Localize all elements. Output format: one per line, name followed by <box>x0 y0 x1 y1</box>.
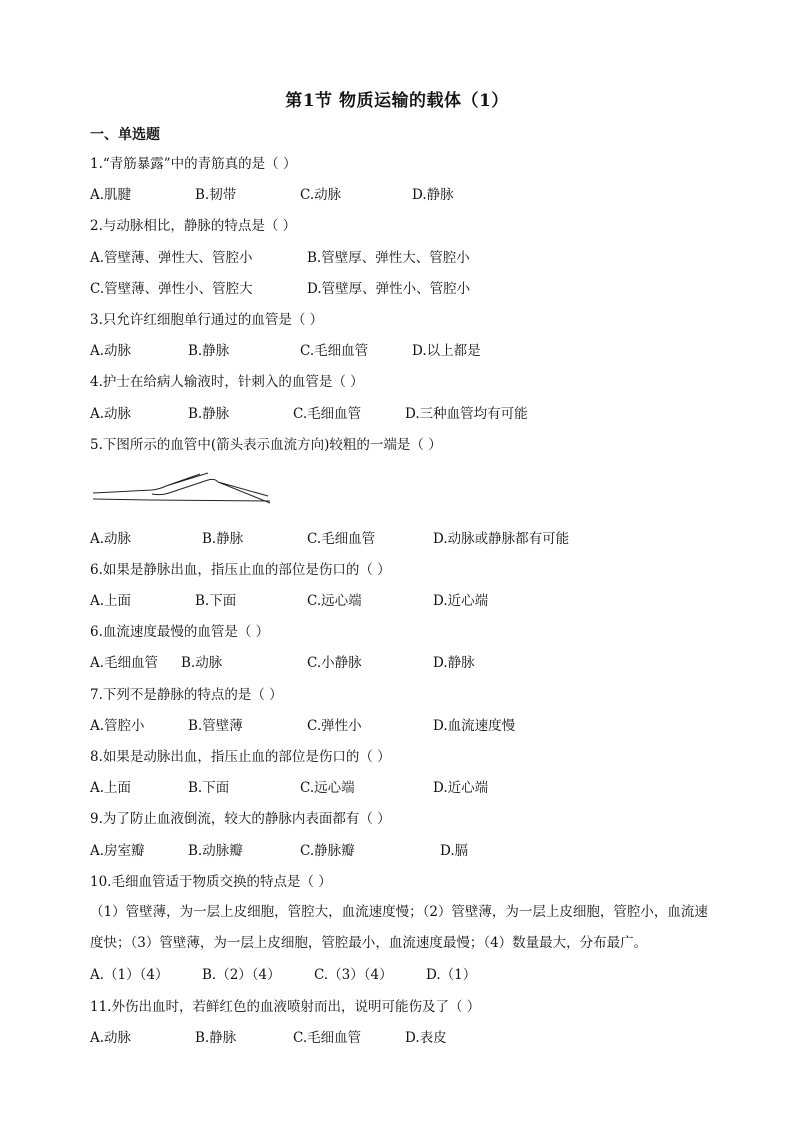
option-1a: A.肌腱 <box>90 187 132 203</box>
option-8b: B.下面 <box>188 780 230 796</box>
option-8c: C.远心端 <box>300 780 355 796</box>
question-stem-9: 9.为了防止血液倒流，较大的静脉内表面都有（ ） <box>90 811 391 827</box>
option-5a: A.动脉 <box>90 531 132 547</box>
question-stem-3: 3.只允许红细胞单行通过的血管是（ ） <box>90 312 324 328</box>
option-3b: B.静脉 <box>188 343 230 359</box>
question-stem-6: 6.如果是静脉出血，指压止血的部位是伤口的（ ） <box>90 562 391 578</box>
option-4d: D.三种血管均有可能 <box>405 406 528 422</box>
page-title: 第1节 物质运输的载体（1） <box>285 91 509 111</box>
option-7d: D.血流速度慢 <box>433 718 516 734</box>
option-11a: A.动脉 <box>90 1030 132 1046</box>
option-9c: C.静脉瓣 <box>300 843 355 859</box>
blood-vessel-diagram <box>90 468 275 513</box>
option-2d: D.管壁厚、弹性小、管腔小 <box>307 281 471 297</box>
question-stem-10: 10.毛细血管适于物质交换的特点是（ ） <box>90 874 332 890</box>
option-3d: D.以上都是 <box>412 343 481 359</box>
option-1c: C.动脉 <box>300 187 342 203</box>
section-heading: 一、单选题 <box>90 127 160 143</box>
option-9a: A.房室瓣 <box>90 843 145 859</box>
option-5d: D.动脉或静脉都有可能 <box>433 531 570 547</box>
option-9d: D.膈 <box>440 843 469 859</box>
option-11d: D.表皮 <box>405 1030 447 1046</box>
option-6b-c: C.小静脉 <box>307 655 362 671</box>
option-2b: B.管壁厚、弹性大、管腔小 <box>307 250 470 266</box>
option-1d: D.静脉 <box>412 187 454 203</box>
option-6b-d: D.静脉 <box>433 655 475 671</box>
question-stem-2: 2.与动脉相比，静脉的特点是（ ） <box>90 218 297 234</box>
option-3c: C.毛细血管 <box>300 343 369 359</box>
question-stem-7: 7.下列不是静脉的特点的是（ ） <box>90 687 283 703</box>
option-6b-a: A.毛细血管 <box>90 655 159 671</box>
option-11b: B.静脉 <box>195 1030 237 1046</box>
option-4c: C.毛细血管 <box>293 406 362 422</box>
option-7a: A.管腔小 <box>90 718 145 734</box>
question-stem-4: 4.护士在给病人输液时，针刺入的血管是（ ） <box>90 374 364 390</box>
question-stem-8: 8.如果是动脉出血，指压止血的部位是伤口的（ ） <box>90 749 391 765</box>
option-7b: B.管壁薄 <box>188 718 243 734</box>
question-10-statements: （1）管壁薄，为一层上皮细胞，管腔大，血流速度慢；（2）管壁薄，为一层上皮细胞，管腔小，血流速度快；（3）管壁薄，为一层上皮细胞，管腔最小，血流速度最慢；（4）数量最大，分布最广。 <box>90 904 708 951</box>
option-7c: C.弹性小 <box>307 718 362 734</box>
option-6a: A.上面 <box>90 593 132 609</box>
option-10b: B.（2）（4） <box>202 967 281 983</box>
option-9b: B.动脉瓣 <box>188 843 243 859</box>
option-8d: D.近心端 <box>433 780 489 796</box>
option-5c: C.毛细血管 <box>307 531 376 547</box>
question-stem-11: 11.外伤出血时，若鲜红色的血液喷射而出，说明可能伤及了（ ） <box>90 999 481 1015</box>
option-4b: B.静脉 <box>188 406 230 422</box>
question-stem-1: 1.“青筋暴露”中的青筋真的是（ ） <box>90 156 297 172</box>
option-2a: A.管壁薄、弹性大、管腔小 <box>90 250 253 266</box>
option-8a: A.上面 <box>90 780 132 796</box>
option-6c: C.远心端 <box>307 593 362 609</box>
question-stem-6b: 6.血流速度最慢的血管是（ ） <box>90 624 270 640</box>
option-11c: C.毛细血管 <box>293 1030 362 1046</box>
option-10d: D.（1） <box>426 967 477 983</box>
option-1b: B.韧带 <box>195 187 237 203</box>
option-6d: D.近心端 <box>433 593 489 609</box>
option-2c: C.管壁薄、弹性小、管腔大 <box>90 281 253 297</box>
option-10a: A.（1）（4） <box>90 967 169 983</box>
option-6b-b: B.动脉 <box>181 655 223 671</box>
option-6b: B.下面 <box>195 593 237 609</box>
option-10c: C.（3）（4） <box>314 967 393 983</box>
option-3a: A.动脉 <box>90 343 132 359</box>
question-stem-5: 5.下图所示的血管中(箭头表示血流方向)较粗的一端是（ ） <box>90 437 442 453</box>
option-5b: B.静脉 <box>202 531 244 547</box>
option-4a: A.动脉 <box>90 406 132 422</box>
